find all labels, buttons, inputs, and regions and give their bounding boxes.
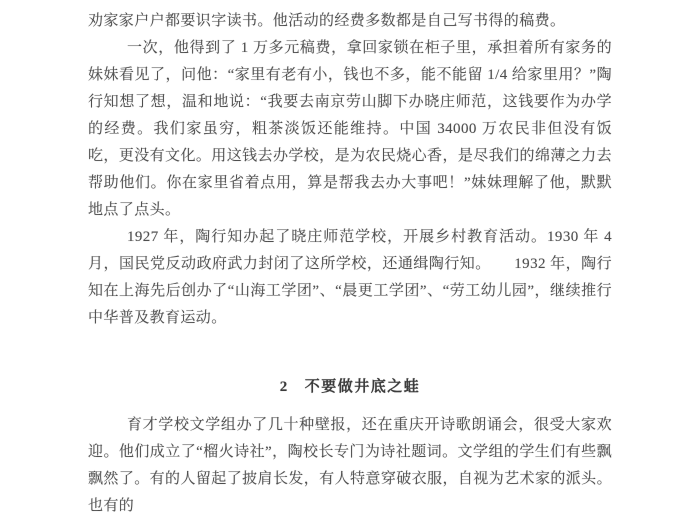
section-heading	[88, 376, 612, 398]
paragraph-royalty-story: 一次，他得到了 1 万多元稿费，拿回家锁在柜子里，承担着所有家务的妹妹看见了，问他：“家里有老有小，钱也不多，能不能留 1/4 给家里用？”陶行知想了想，温和地说：“我要去南京劳山脚下办晓庄师范，这钱要作为办学的经费。我们家虽穷，粗茶淡饭还能维持。中国 34000 万农民非但没有饭吃，更没有文化。用这钱去办学校，是为农民烧心香，是尽我们的绵薄之力去帮助他们。你在家里省着点用，算是帮我去办大事吧！”妹妹理解了他，默默地点了点头。	[88, 40, 612, 218]
paragraph-xiaozhuang-history: 1927 年，陶行知办起了晓庄师范学校，开展乡村教育活动。1930 年 4 月，国民党反动政府武力封闭了这所学校，还通缉陶行知。 1932 年，陶行知在上海先后创办了“山海工学团”、“晨更工学团”、“劳工幼儿园”，继续推行中华普及教育运动。	[88, 229, 612, 326]
section-title: 不要做井底之蛙	[304, 379, 421, 395]
paragraph-yucai-school: 育才学校文学组办了几十种壁报，还在重庆开诗歌朗诵会，很受大家欢迎。他们成立了“榴火诗社”，陶校长专门为诗社题词。文学组的学生们有些飘飘然了。有的人留起了披肩长发，有人特意穿破衣服，自视为艺术家的派头。也有的	[88, 417, 612, 514]
paragraph-continuation: 劝家家户户都要识字读书。他活动的经费多数都是自己写书得的稿费。	[88, 13, 566, 29]
section-number: 2	[279, 379, 289, 395]
